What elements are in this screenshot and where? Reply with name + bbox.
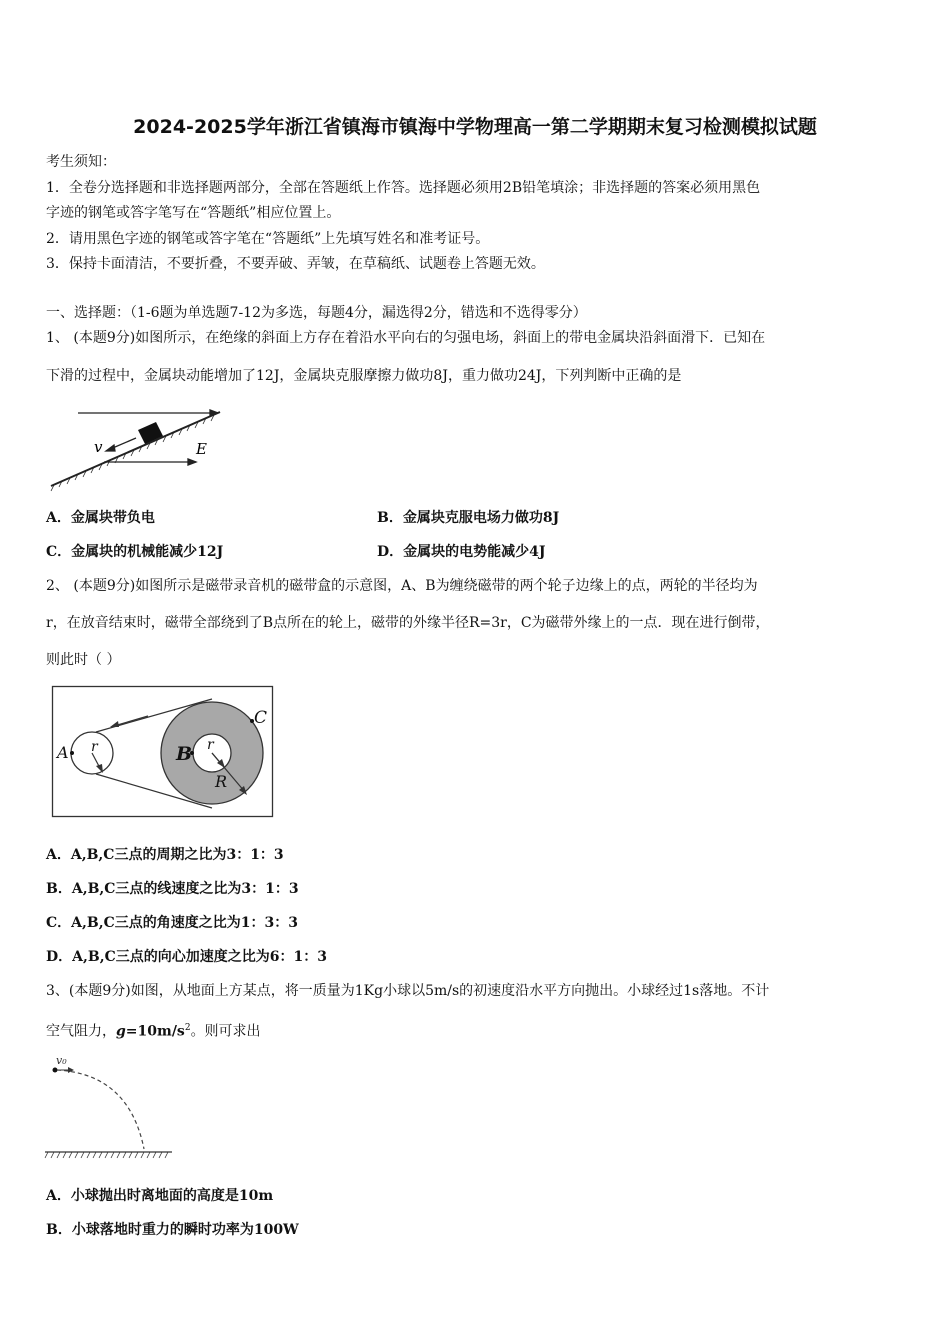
q1-option-c[interactable]: C．金属块的机械能减少12J (46, 544, 224, 560)
q1-option-d[interactable]: D．金属块的电势能减少4J (377, 544, 546, 560)
q3-option-a[interactable]: A．小球抛出时离地面的高度是10m (46, 1188, 274, 1204)
q2-stem-line2: r，在放音结束时，磁带全部绕到了B点所在的轮上，磁带的外缘半径R=3r，C为磁带外缘上的一点．现在进行倒带， (46, 615, 770, 631)
q3-stem-g-value: =10m/s (125, 1023, 185, 1040)
q1-option-a[interactable]: A．金属块带负电 (46, 510, 155, 526)
notice-item-1-cont: 字迹的钢笔或答字笔写在“答题纸”相应位置上。 (46, 205, 341, 221)
q2-option-c[interactable]: C．A,B,C三点的角速度之比为1：3：3 (46, 915, 298, 931)
q3-stem-line2 (46, 1018, 261, 1042)
q2-option-d[interactable]: D．A,B,C三点的向心加速度之比为6：1：3 (46, 949, 327, 965)
q1-stem-line2: 下滑的过程中，金属块动能增加了12J，金属块克服摩擦力做功8J，重力做功24J，下列判断中正确的是 (46, 368, 682, 384)
q2-tape-cassette-figure (52, 686, 274, 818)
q2-fig-label-r: r (207, 737, 214, 753)
q2-fig-label-R: R (215, 772, 228, 791)
notice-item-2: 2．请用黑色字迹的钢笔或答字笔在“答题纸”上先填写姓名和准考证号。 (46, 231, 490, 247)
q3-stem-line2-post: 。则可求出 (190, 1023, 261, 1040)
q2-stem-line3: 则此时（ ） (46, 652, 121, 668)
q1-stem-line1: 1、 (本题9分)如图所示，在绝缘的斜面上方存在着沿水平向右的匀强电场，斜面上的带电金属块沿斜面滑下．已知在 (46, 330, 766, 346)
q1-fig-E-label: E (196, 440, 207, 458)
notice-item-3: 3．保持卡面清洁，不要折叠，不要弄破、弄皱，在草稿纸、试题卷上答题无效。 (46, 256, 545, 272)
notice-item-1: 1．全卷分选择题和非选择题两部分，全部在答题纸上作答。选择题必须用2B铅笔填涂；非选择题的答案必须用黑色 (46, 180, 761, 196)
q3-stem-g: g (116, 1023, 126, 1040)
notice-heading: 考生须知： (46, 154, 116, 170)
q2-fig-label-B: B (176, 743, 193, 765)
q3-option-b[interactable]: B．小球落地时重力的瞬时功率为100W (46, 1222, 299, 1238)
q1-incline-figure (48, 405, 228, 495)
page-title: 2024-2025学年浙江省镇海市镇海中学物理高一第二学期期末复习检测模拟试题 (133, 116, 817, 138)
q2-stem-line1: 2、 (本题9分)如图所示是磁带录音机的磁带盒的示意图，A、B为缠绕磁带的两个轮子边缘上的点，两轮的半径均为 (46, 578, 758, 594)
q2-fig-label-A: A (57, 743, 69, 762)
q3-stem-sup: 2 (184, 1023, 191, 1033)
q1-option-b[interactable]: B．金属块克服电场力做功8J (377, 510, 560, 526)
q3-projectile-figure (44, 1052, 176, 1162)
q2-fig-label-r-small: r (91, 739, 98, 755)
q2-fig-label-C: C (254, 708, 268, 728)
q3-fig-v0-label: v₀ (56, 1054, 67, 1067)
section-heading: 一、选择题：（1-6题为单选题7-12为多选，每题4分，漏选得2分，错选和不选得零分） (46, 305, 587, 321)
q2-option-b[interactable]: B．A,B,C三点的线速度之比为3：1：3 (46, 881, 299, 897)
q3-stem-line1: 3、(本题9分)如图，从地面上方某点，将一质量为1Kg小球以5m/s的初速度沿水平方向抛出。小球经过1s落地。不计 (46, 983, 770, 999)
q3-stem-line2-pre: 空气阻力， (46, 1023, 116, 1040)
q1-fig-v-label: v (94, 438, 103, 456)
q2-option-a[interactable]: A．A,B,C三点的周期之比为3：1：3 (46, 847, 284, 863)
